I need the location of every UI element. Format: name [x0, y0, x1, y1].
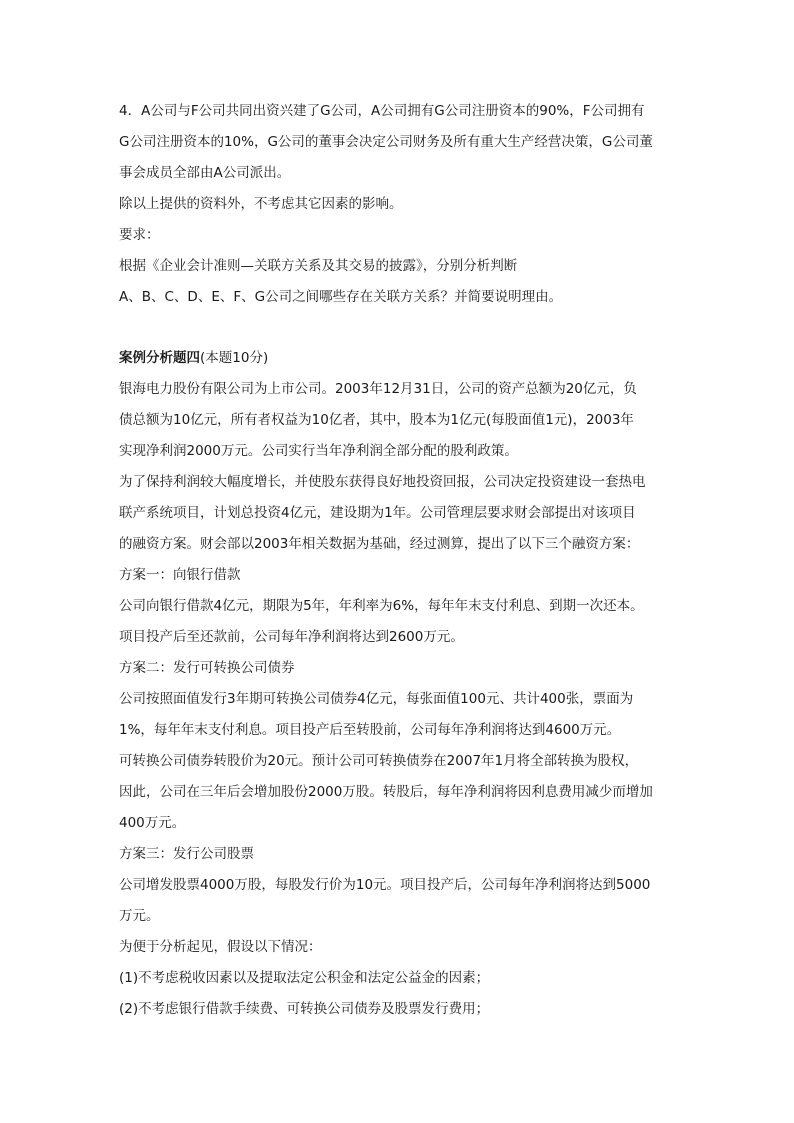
plan-heading: 方案一：向银行借款	[119, 567, 241, 583]
list-item: (1)不考虑税收因素以及提取法定公积金和法定公益金的因素；	[119, 970, 490, 986]
paragraph-line: 实现净利润2000万元。公司实行当年净利润全部分配的股利政策。	[119, 443, 518, 459]
paragraph-line: A、B、C、D、E、F、G公司之间哪些存在关联方关系？并简要说明理由。	[119, 289, 563, 305]
paragraph-line: 公司增发股票4000万股，每股发行价为10元。项目投产后，公司每年净利润将达到5000	[119, 877, 651, 893]
paragraph-line: 除以上提供的资料外，不考虑其它因素的影响。	[119, 196, 403, 212]
paragraph-line: 要求：	[119, 227, 160, 243]
paragraph-line: 事会成员全部由A公司派出。	[119, 165, 291, 181]
paragraph-line: 银海电力股份有限公司为上市公司。2003年12月31日，公司的资产总额为20亿元，负	[119, 381, 637, 397]
paragraph-line: 1%，每年年末支付利息。项目投产后至转股前，公司每年净利润将达到4600万元。	[119, 722, 621, 738]
paragraph-line: 4．A公司与F公司共同出资兴建了G公司，A公司拥有G公司注册资本的90%，F公司拥有	[119, 103, 645, 119]
paragraph-line: 项目投产后至还款前，公司每年净利润将达到2600万元。	[119, 629, 464, 645]
paragraph-line: 的融资方案。财会部以2003年相关数据为基础，经过测算，提出了以下三个融资方案：	[119, 536, 640, 552]
paragraph-line: 因此，公司在三年后会增加股份2000万股。转股后，每年净利润将因利息费用减少而增加	[119, 784, 653, 800]
case-heading	[119, 343, 679, 374]
paragraph-line: 万元。	[119, 908, 160, 924]
paragraph-line: 公司向银行借款4亿元，期限为5年，年利率为6%，每年年末支付利息、到期一次还本。	[119, 598, 644, 614]
document-body	[119, 96, 679, 1025]
case-heading-title: 案例分析题四	[119, 350, 200, 366]
list-item: (2)不考虑银行借款手续费、可转换公司债券及股票发行费用；	[119, 1001, 490, 1017]
paragraph-line: 为了保持利润较大幅度增长，并使股东获得良好地投资回报，公司决定投资建设一套热电	[119, 474, 646, 490]
paragraph-line: 400万元。	[119, 815, 186, 831]
paragraph-line: 公司按照面值发行3年期可转换公司债券4亿元，每张面值100元、共计400张，票面为	[119, 691, 634, 707]
paragraph-line: 根据《企业会计准则—关联方关系及其交易的披露》，分别分析判断	[119, 258, 518, 274]
paragraph-line: G公司注册资本的10%，G公司的董事会决定公司财务及所有重大生产经营决策，G公司董	[119, 134, 653, 150]
plan-heading: 方案三：发行公司股票	[119, 846, 254, 862]
plan-heading: 方案二：发行可转换公司债券	[119, 660, 295, 676]
case-heading-points: (本题10分)	[200, 350, 269, 366]
paragraph-line: 可转换公司债券转股价为20元。预计公司可转换债券在2007年1月将全部转换为股权，	[119, 753, 639, 769]
paragraph-line: 为便于分析起见，假设以下情况：	[119, 939, 322, 955]
section-gap	[119, 313, 679, 343]
paragraph-line: 债总额为10亿元，所有者权益为10亿者，其中，股本为1亿元(每股面值1元)，2003年	[119, 412, 634, 428]
paragraph-line: 联产系统项目，计划总投资4亿元，建设期为1年。公司管理层要求财会部提出对该项目	[119, 505, 636, 521]
